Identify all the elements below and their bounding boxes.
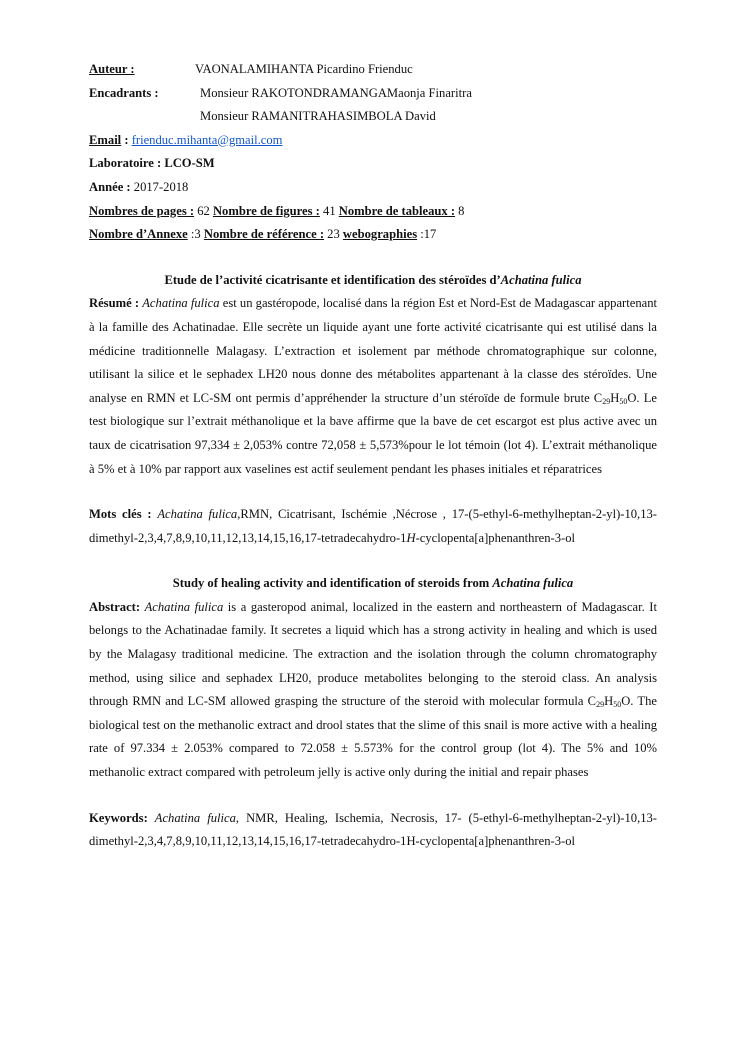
french-title bbox=[89, 269, 657, 293]
author-value: VAONALAMIHANTA Picardino Frienduc bbox=[195, 62, 413, 76]
supervisor-2-row bbox=[89, 105, 657, 129]
formula-subscript-h: 50 bbox=[619, 396, 628, 406]
english-title bbox=[89, 572, 657, 596]
english-keywords-label: Keywords: bbox=[89, 810, 148, 825]
english-keywords bbox=[89, 807, 657, 854]
french-keywords-h: H bbox=[406, 530, 416, 545]
annex-label: Nombre d’Annexe bbox=[89, 227, 188, 242]
formula-subscript-c: 29 bbox=[602, 396, 611, 406]
english-abstract-label: Abstract: bbox=[89, 599, 141, 614]
french-title-text: Etude de l’activité cicatrisante et identification des stéroïdes d’ bbox=[164, 272, 501, 287]
english-abstract-text-1: is a gasteropod animal, localized in the eastern and northeastern of Madagascar. It belongs to the Achatinadae family. It secretes a liquid which has a strong activity in healing and which is used by the Malagasy traditional medicine. The extraction and the isolation through the column chromatography method, using silice and sephadex LH20, produce metabolites belonging to the steroid class. An analysis through RMN and LC-SM allowed grasping the structure of the steroid with molecular formula C bbox=[89, 599, 657, 709]
formula-h: H bbox=[610, 390, 620, 405]
figures-value: 41 bbox=[319, 203, 339, 218]
spacer bbox=[89, 481, 657, 503]
formula-h: H bbox=[604, 694, 614, 709]
spacer bbox=[89, 785, 657, 807]
email-row bbox=[89, 129, 657, 153]
year-value: 2017-2018 bbox=[130, 179, 189, 194]
french-summary-label: Résumé : bbox=[89, 296, 140, 311]
english-title-species: Achatina fulica bbox=[492, 576, 574, 591]
year-label: Année : bbox=[89, 179, 131, 194]
french-title-species: Achatina fulica bbox=[500, 272, 582, 287]
english-abstract-species: Achatina fulica bbox=[144, 599, 224, 614]
french-keywords-species: Achatina fulica bbox=[157, 507, 238, 522]
annex-row bbox=[89, 223, 657, 247]
french-keywords-text-2: -cyclopenta[a]phenanthren-3-ol bbox=[415, 530, 576, 545]
formula-subscript-c: 29 bbox=[596, 700, 605, 710]
english-abstract bbox=[89, 596, 657, 785]
spacer bbox=[89, 247, 657, 269]
counts-row bbox=[89, 200, 657, 224]
formula-subscript-h: 50 bbox=[613, 700, 622, 710]
laboratory: Laboratoire : LCO-SM bbox=[89, 156, 215, 171]
french-keywords-label: Mots clés : bbox=[89, 507, 152, 522]
author-row bbox=[89, 58, 657, 82]
document-page bbox=[89, 58, 657, 854]
email-link[interactable]: frienduc.mihanta@gmail.com bbox=[131, 132, 283, 147]
french-keywords-text-1: ,RMN, Cicatrisant, Ischémie ,Nécrose , 17-(5-ethyl-6-methylheptan-2-yl)-10,13-dimethyl-2,3,4,7,8,9,10,11,12,13,14,15,16,17-tetradecahydro-1 bbox=[89, 507, 657, 545]
tables-value: 8 bbox=[455, 203, 465, 218]
annex-value: :3 bbox=[187, 227, 204, 242]
tables-label: Nombre de tableaux : bbox=[338, 203, 456, 218]
supervisors-row bbox=[89, 82, 657, 106]
refs-value: 23 bbox=[324, 227, 343, 242]
refs-label: Nombre de référence : bbox=[203, 227, 325, 242]
french-keywords bbox=[89, 503, 657, 550]
email-separator: : bbox=[121, 132, 132, 147]
pages-label: Nombres de pages : bbox=[89, 203, 195, 218]
french-summary-text-2: O. Le test biologique sur l’extrait méthanolique et la bave affirme que la bave de cet escargot est plus active avec un taux de cicatrisation 97,334 ± 2,053% contre 72,058 ± 5,573%pour le lot témoin (lot 4). L’extrait méthanolique à 5% et à 10% par rapport aux vaselines est actif seulement pendant les phases initiales et réparatrices bbox=[89, 390, 657, 476]
english-keywords-text: , NMR, Healing, Ischemia, Necrosis, 17- (5-ethyl-6-methylheptan-2-yl)-10,13-dimethyl-2,3,4,7,8,9,10,11,12,13,14,15,16,17-tetradecahydro-1H-cyclopenta[a]phenanthren-3-ol bbox=[89, 810, 658, 849]
web-label: webographies bbox=[342, 227, 418, 242]
french-summary bbox=[89, 292, 657, 481]
french-summary-species: Achatina fulica bbox=[142, 296, 220, 311]
supervisor-1: Monsieur RAKOTONDRAMANGAMaonja Finaritra bbox=[200, 85, 472, 100]
author-label: Auteur : bbox=[89, 62, 135, 76]
year-row bbox=[89, 176, 657, 200]
email-label: Email bbox=[89, 132, 122, 147]
figures-label: Nombre de figures : bbox=[212, 203, 320, 218]
english-title-text: Study of healing activity and identification of steroids from bbox=[172, 576, 493, 591]
english-abstract-text-2: O. The biological test on the methanolic extract and drool states that the slime of this snail is more active with a healing rate of 97.334 ± 2.053% compared to 72.058 ± 5.573% for the control group (lot 4). The 5% and 10% methanolic extract compared with petroleum jelly is active only during the initial and repair phases bbox=[89, 694, 657, 780]
french-summary-text-1: est un gastéropode, localisé dans la région Est et Nord-Est de Madagascar appartenant à la famille des Achatinadae. Elle secrète un liquide ayant une forte activité cicatrisante qui est utilisé dans la médicine traditionnelle Malagasy. L’extraction et isolement par méthode chromatographique sur colonne, utilisant la silice et le sephadex LH20 nous donne des métabolites appartenant à la classe des stéroïdes. Une analyse en RMN et LC-SM ont permis d’appréhender la structure d’un stéroïde de formule brute C bbox=[89, 296, 658, 405]
web-value: :17 bbox=[417, 227, 437, 242]
spacer bbox=[89, 550, 657, 572]
supervisors-label: Encadrants : bbox=[89, 85, 159, 100]
supervisor-2: Monsieur RAMANITRAHASIMBOLA David bbox=[200, 109, 436, 124]
english-keywords-species: Achatina fulica bbox=[154, 810, 236, 825]
pages-value: 62 bbox=[194, 203, 213, 218]
